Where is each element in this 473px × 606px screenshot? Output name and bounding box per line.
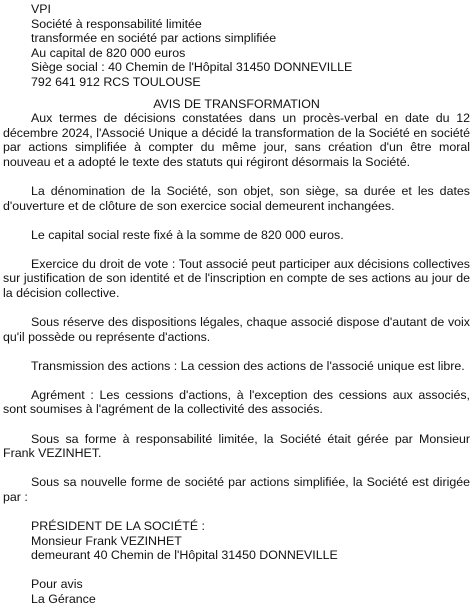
closing-for-notice: Pour avis xyxy=(31,577,83,592)
paragraph-votes: Sous réserve des dispositions légales, chaque associé dispose d'autant de voix qu'il possède ou représente d'actions. xyxy=(3,315,470,344)
president-heading: PRÉSIDENT DE LA SOCIÉTÉ : xyxy=(31,518,205,533)
paragraph-share-transfer: Transmission des actions : La cession des actions de l'associé unique est libre. xyxy=(31,358,465,373)
notice-title: AVIS DE TRANSFORMATION xyxy=(153,96,320,111)
company-headquarters: Siège social : 40 Chemin de l'Hôpital 31450 DONNEVILLE xyxy=(31,60,353,75)
president-address: demeurant 40 Chemin de l'Hôpital 31450 DONNEVILLE xyxy=(31,548,338,563)
company-registration: 792 641 912 RCS TOULOUSE xyxy=(31,74,201,89)
company-name: VPI xyxy=(31,2,51,16)
paragraph-capital: Le capital social reste fixé à la somme de 820 000 euros. xyxy=(31,227,344,242)
paragraph-voting-rights: Exercice du droit de vote : Tout associé peut participer aux décisions collectives sur justification de son identité et de l'inscription en compte de ses actions au jour de la décision collective. xyxy=(3,256,470,300)
company-capital: Au capital de 820 000 euros xyxy=(31,45,186,60)
president-name: Monsieur Frank VEZINHET xyxy=(31,533,182,548)
paragraph-new-management: Sous sa nouvelle forme de société par actions simplifiée, la Société est dirigée par : xyxy=(3,475,470,504)
paragraph-approval: Agrément : Les cessions d'actions, à l'exception des cessions aux associés, sont soumises à l'agrément de la collectivité des associés. xyxy=(3,387,470,417)
paragraph-decision: Aux termes de décisions constatées dans un procès-verbal en date du 12 décembre 2024, l'Associé Unique a décidé la transformation de la Société en société par actions simplifiée à compter du même jour, sans création d'un être moral nouveau et a adopté le texte des statuts qui régiront désormais la Société. xyxy=(3,111,470,169)
closing-signatory: La Gérance xyxy=(31,591,96,606)
company-new-form: transformée en société par actions simplifiée xyxy=(31,31,277,46)
paragraph-former-management: Sous sa forme à responsabilité limitée, la Société était gérée par Monsieur Frank VEZINHET. xyxy=(3,431,470,461)
president-block xyxy=(3,519,470,563)
company-header xyxy=(3,2,470,90)
paragraph-unchanged: La dénomination de la Société, son objet, son siège, sa durée et les dates d'ouverture et de clôture de son exercice social demeurent inchangées. xyxy=(3,184,470,213)
company-form: Société à responsabilité limitée xyxy=(31,16,202,31)
closing-block xyxy=(3,577,470,606)
